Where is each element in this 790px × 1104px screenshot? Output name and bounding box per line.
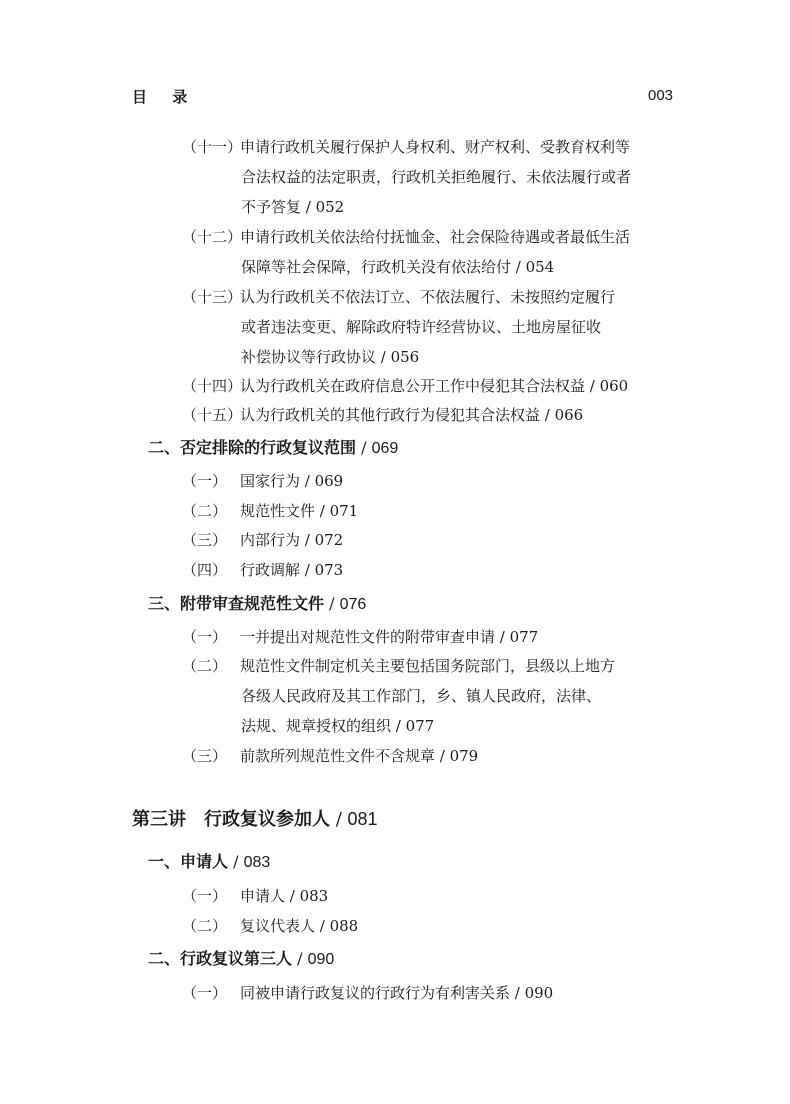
toc-item-label: （一） [182,887,228,905]
toc-entry-label: （十五） [182,406,243,424]
toc-entry-label: （十三） [182,288,243,306]
toc-section-title: 二、否定排除的行政复议范围 [148,438,357,457]
toc-item-text: 复议代表人 / 088 [240,917,359,935]
toc-item-label: （三） [182,531,228,549]
toc-item-text: 规范性文件 / 071 [240,502,359,520]
header-title: 目 录 [132,88,198,106]
toc-entry-11-line-3: 不予答复 / 052 [241,198,345,216]
toc-item-text: 一并提出对规范性文件的附带审查申请 / 077 [240,628,539,646]
toc-entry-12-line-2: 保障等社会保障，行政机关没有依法给付 / 054 [241,258,555,276]
toc-entry-text: 认为行政机关的其他行政行为侵犯其合法权益 / 066 [240,406,584,424]
toc-entry-12[interactable] [182,227,630,247]
toc-section-title: 二、行政复议第三人 [148,949,293,968]
toc-chapter-3[interactable]: 第三讲 行政复议参加人 / 081 [132,809,378,830]
toc-entry-label: （十二） [182,228,243,246]
toc-entry-label: （十四） [182,377,243,395]
toc-entry-11[interactable] [182,137,630,157]
toc-entry-11-line-2: 合法权益的法定职责，行政机关拒绝履行、未依法履行或者 [241,168,632,186]
toc-item-label: （一） [182,628,228,646]
toc-item-label: （一） [182,984,228,1002]
toc-entry-text: 认为行政机关不依法订立、不依法履行、未按照约定履行 [240,288,616,306]
toc-item-3-2[interactable] [182,656,615,676]
toc-section-2[interactable]: 二、否定排除的行政复议范围 / 069 [148,438,399,457]
toc-item-label: （四） [182,561,228,579]
toc-section-page: 090 [307,951,335,968]
toc-item-3-1[interactable] [182,627,538,647]
toc-item-label: （一） [182,472,228,490]
toc-item-2-1[interactable] [182,471,343,491]
toc-section-title: 一、申请人 [148,852,229,871]
toc-ch3-section-1[interactable]: 一、申请人 / 083 [148,852,271,871]
toc-chapter-title: 第三讲 行政复议参加人 [132,809,330,830]
toc-item-2-2[interactable] [182,501,358,521]
toc-item-text: 前款所列规范性文件不含规章 / 079 [240,747,479,765]
toc-item-text: 同被申请行政复议的行政行为有利害关系 / 090 [240,984,554,1002]
toc-item-3-3[interactable] [182,746,478,766]
toc-item-text: 申请人 / 083 [240,887,329,905]
toc-entry-text: 认为行政机关在政府信息公开工作中侵犯其合法权益 / 060 [240,377,629,395]
toc-chapter-page: 081 [347,809,378,829]
toc-entry-15[interactable] [182,405,583,425]
toc-item-3-2-line-3: 法规、规章授权的组织 / 077 [241,717,435,735]
toc-item-3-2-line-2: 各级人民政府及其工作部门，乡、镇人民政府，法律、 [241,687,602,705]
toc-item-text: 国家行为 / 069 [240,472,344,490]
toc-entry-13-line-3: 补偿协议等行政协议 / 056 [241,348,420,366]
toc-item-label: （二） [182,502,228,520]
toc-item-label: （二） [182,657,228,675]
toc-item-2-3[interactable] [182,530,343,550]
toc-item-label: （二） [182,917,228,935]
toc-ch3-item-1-1[interactable] [182,886,328,906]
toc-section-3[interactable]: 三、附带审查规范性文件 / 076 [148,594,367,613]
toc-item-text: 内部行为 / 072 [240,531,344,549]
toc-item-2-4[interactable] [182,560,343,580]
toc-ch3-item-1-2[interactable] [182,916,358,936]
toc-entry-13-line-2: 或者违法变更、解除政府特许经营协议、土地房屋征收 [241,318,602,336]
toc-section-page: 083 [243,854,271,871]
toc-entry-13[interactable] [182,287,615,307]
toc-ch3-section-2[interactable]: 二、行政复议第三人 / 090 [148,949,335,968]
toc-item-text: 行政调解 / 073 [240,561,344,579]
toc-ch3-item-2-1[interactable] [182,983,553,1003]
toc-entry-14[interactable] [182,376,628,396]
toc-item-text: 规范性文件制定机关主要包括国务院部门，县级以上地方 [240,657,616,675]
toc-section-page: 069 [371,440,399,457]
toc-entry-text: 申请行政机关履行保护人身权利、财产权利、受教育权利等 [240,138,631,156]
toc-entry-text: 申请行政机关依法给付抚恤金、社会保险待遇或者最低生活 [240,228,631,246]
toc-section-title: 三、附带审查规范性文件 [148,594,325,613]
header-page-number: 003 [648,87,674,104]
toc-entry-label: （十一） [182,138,243,156]
toc-item-label: （三） [182,747,228,765]
toc-section-page: 076 [339,596,367,613]
